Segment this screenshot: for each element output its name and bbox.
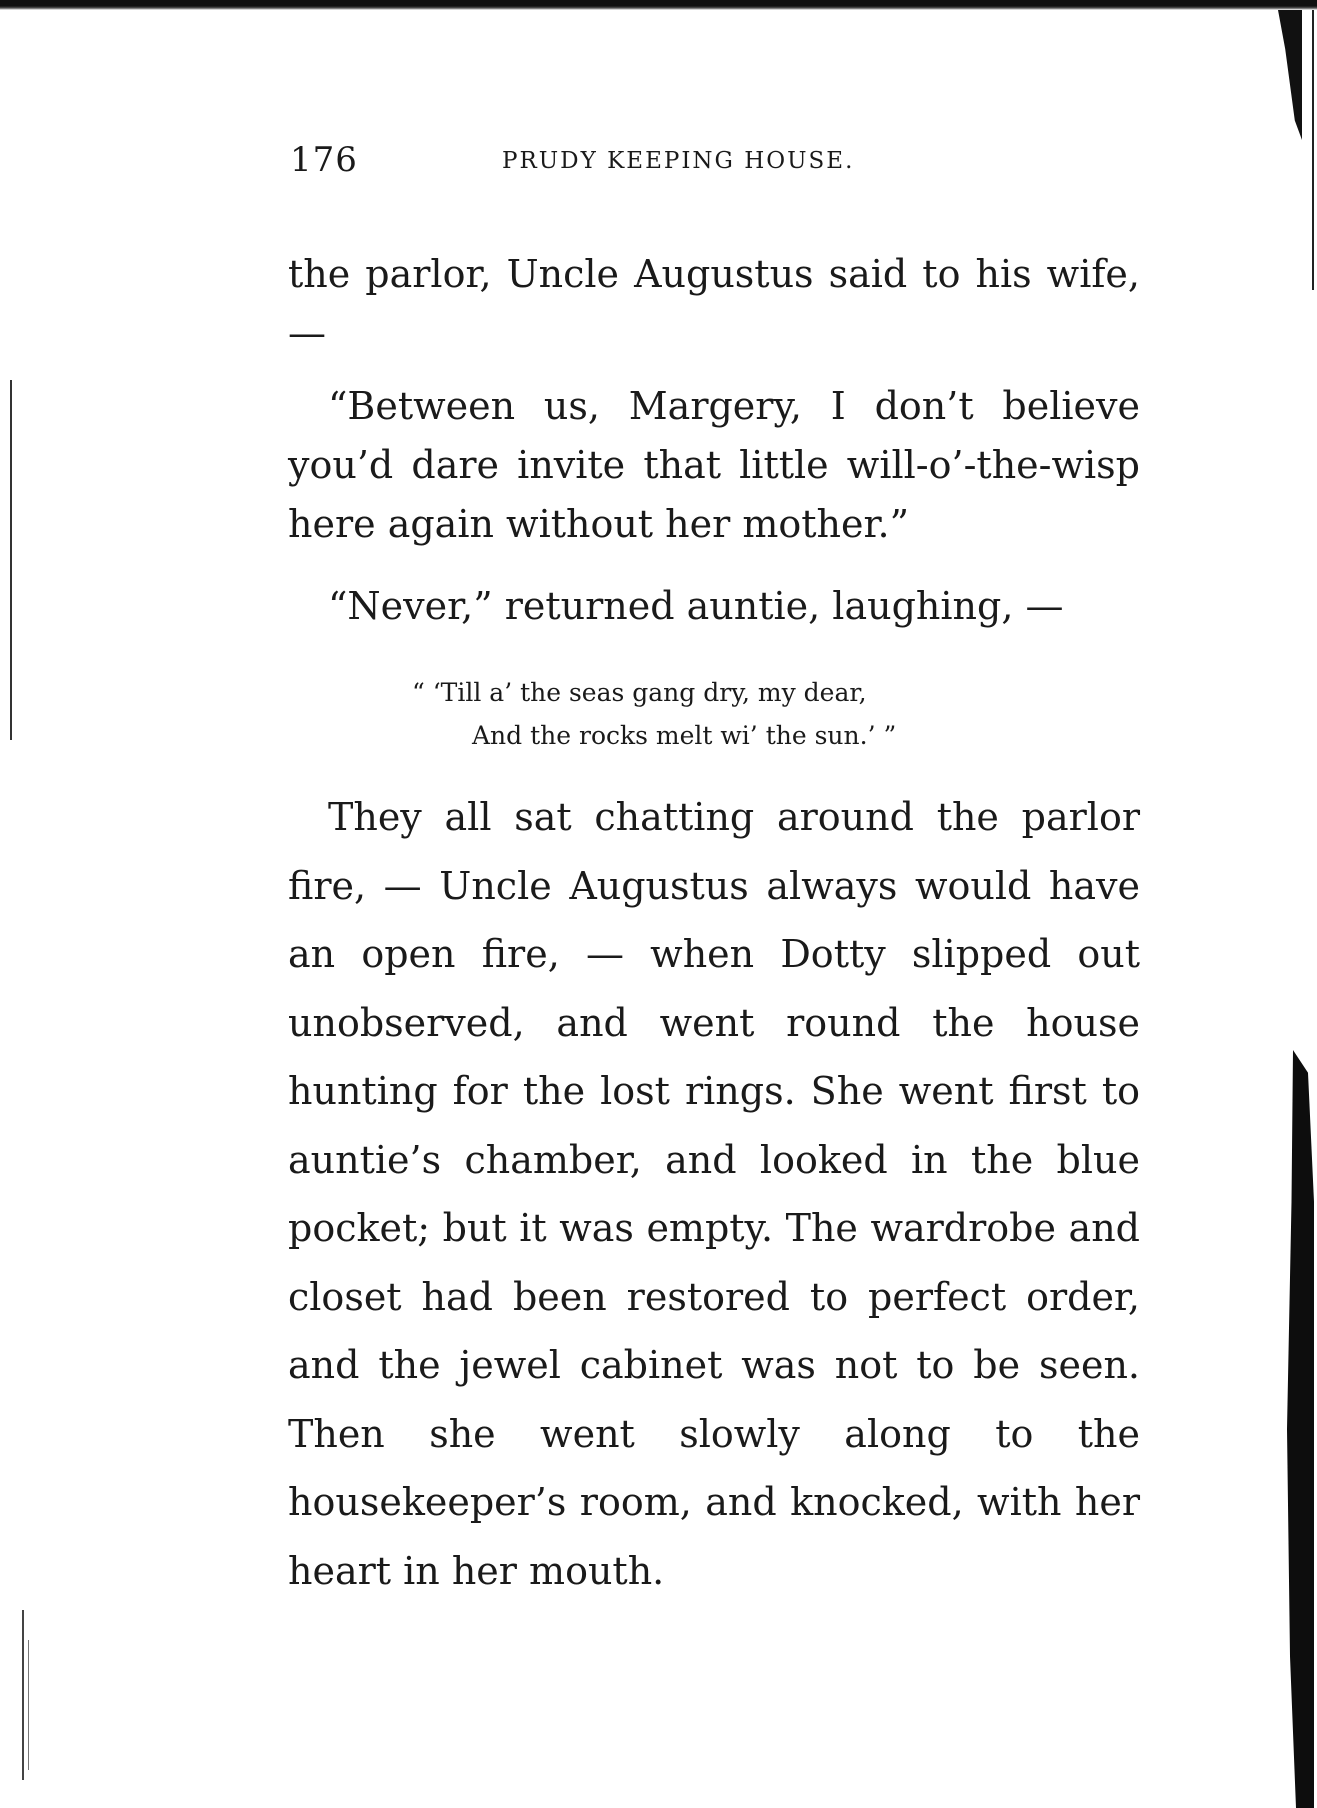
scan-left-edge-line bbox=[10, 380, 12, 740]
verse-line-2: And the rocks melt wi’ the sun.’ ” bbox=[472, 721, 897, 750]
scan-right-edge-shadow-lower bbox=[1284, 1050, 1314, 1808]
page-number: 176 bbox=[290, 140, 358, 180]
scan-right-edge-line bbox=[1312, 10, 1314, 290]
scan-top-edge bbox=[0, 0, 1317, 10]
verse-quotation bbox=[412, 671, 896, 757]
paragraph-1: the parlor, Uncle Augustus said to his wife, — bbox=[288, 252, 1140, 355]
paragraph-2: “Between us, Margery, I don’t believe you’d dare invite that little will-o’-the-wisp here again without her mother.” bbox=[288, 384, 1140, 546]
paragraph-3: “Never,” returned auntie, laughing, — bbox=[328, 584, 1064, 628]
scan-left-edge-line-lower bbox=[22, 1610, 24, 1780]
running-title: PRUDY KEEPING HOUSE. bbox=[502, 148, 855, 174]
paragraph-4: They all sat chatting around the parlor fire, — Uncle Augustus always would have an open fire, — when Dotty slipped out unobserved, and went round the house hunting for the lost rings. She went first to auntie’s chamber, and looked in the blue pocket; but it was empty. The wardrobe and closet had been restored to perfect order, and the jewel cabinet was not to be seen. Then she went slowly along to the housekeeper’s room, and knocked, with her heart in her mouth. bbox=[288, 795, 1140, 1593]
scan-left-edge-line-lower-secondary bbox=[28, 1640, 29, 1770]
page-header bbox=[290, 140, 950, 190]
verse-line-1: “ ‘Till a’ the seas gang dry, my dear, bbox=[412, 678, 867, 707]
scan-right-edge-shadow bbox=[1278, 10, 1302, 140]
